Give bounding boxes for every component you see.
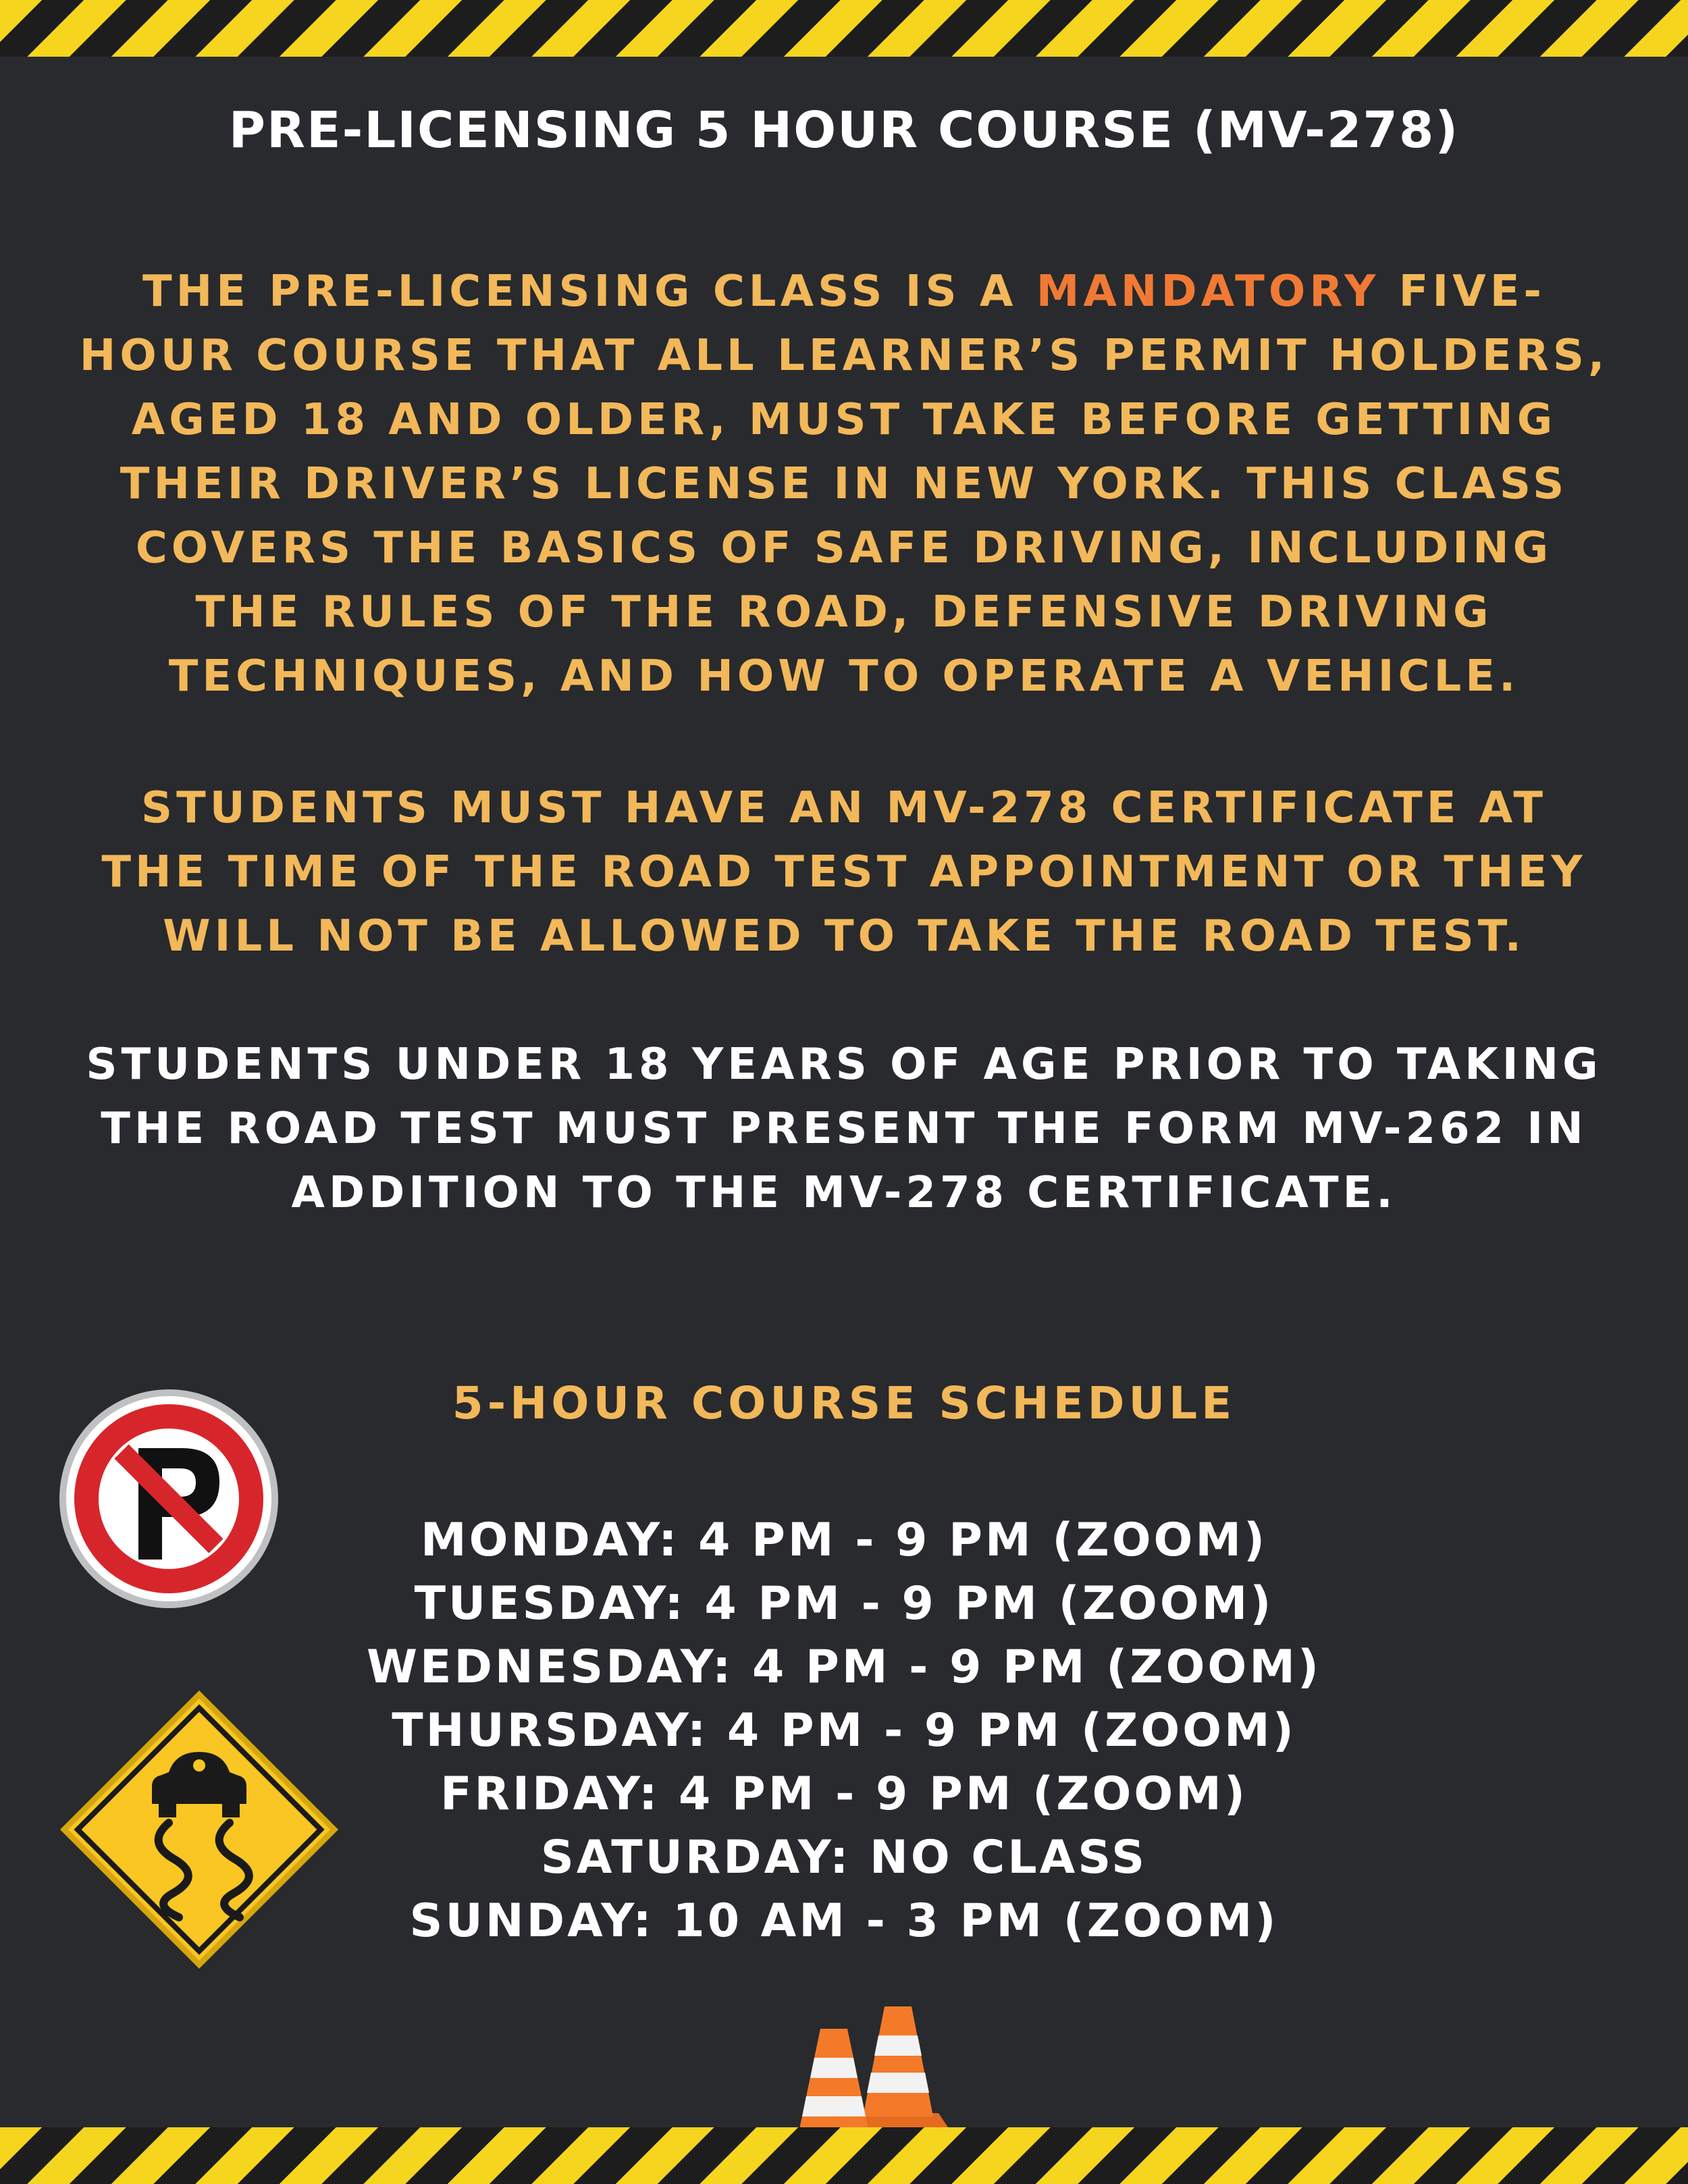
under18-line: ADDITION TO THE MV-278 CERTIFICATE. — [291, 1168, 1397, 1218]
schedule-day: SATURDAY: NO CLASS — [540, 1831, 1148, 1884]
intro-text-start: THE PRE-LICENSING CLASS IS A — [142, 267, 1036, 317]
schedule-day: WEDNESDAY: 4 PM - 9 PM (ZOOM) — [367, 1641, 1321, 1694]
schedule-day: MONDAY: 4 PM - 9 PM (ZOOM) — [420, 1514, 1268, 1567]
schedule-day: FRIDAY: 4 PM - 9 PM (ZOOM) — [440, 1767, 1248, 1821]
intro-line: THE RULES OF THE ROAD, DEFENSIVE DRIVING — [195, 587, 1493, 637]
certificate-line: STUDENTS MUST HAVE AN MV-278 CERTIFICATE AT — [141, 783, 1547, 833]
intro-line: THEIR DRIVER’S LICENSE IN NEW YORK. THIS CLASS — [120, 459, 1568, 509]
schedule-day: THURSDAY: 4 PM - 9 PM (ZOOM) — [392, 1704, 1296, 1757]
intro-line: HOUR COURSE THAT ALL LEARNER’S PERMIT HOLDERS, — [79, 331, 1609, 381]
intro-text-end: FIVE- — [1379, 267, 1546, 317]
intro-line: TECHNIQUES, AND HOW TO OPERATE A VEHICLE. — [168, 651, 1520, 701]
schedule-day: SUNDAY: 10 AM - 3 PM (ZOOM) — [409, 1894, 1279, 1948]
intro-paragraph — [0, 260, 1688, 709]
intro-line-1 — [0, 260, 1688, 324]
under18-line: STUDENTS UNDER 18 YEARS OF AGE PRIOR TO TAKING — [86, 1040, 1602, 1090]
certificate-line: THE TIME OF THE ROAD TEST APPOINTMENT OR THEY — [101, 847, 1587, 897]
certificate-notice — [0, 776, 1688, 969]
intro-line: AGED 18 AND OLDER, MUST TAKE BEFORE GETTING — [131, 395, 1557, 445]
under18-notice — [0, 1033, 1688, 1225]
intro-line: COVERS THE BASICS OF SAFE DRIVING, INCLUDING — [135, 523, 1553, 573]
under18-line: THE ROAD TEST MUST PRESENT THE FORM MV-262 IN — [101, 1104, 1587, 1154]
no-parking-sign-icon — [57, 1387, 280, 1610]
hazard-stripe-top — [0, 0, 1688, 57]
hazard-stripe-bottom — [0, 2127, 1688, 2184]
certificate-line: WILL NOT BE ALLOWED TO TAKE THE ROAD TEST. — [163, 911, 1525, 961]
schedule-title: 5-HOUR COURSE SCHEDULE — [452, 1377, 1236, 1429]
mandatory-highlight: MANDATORY — [1036, 267, 1380, 317]
page-title: PRE-LICENSING 5 HOUR COURSE (MV-278) — [228, 101, 1460, 159]
slippery-road-sign-icon — [57, 1688, 341, 1971]
schedule-day: TUESDAY: 4 PM - 9 PM (ZOOM) — [414, 1577, 1274, 1630]
